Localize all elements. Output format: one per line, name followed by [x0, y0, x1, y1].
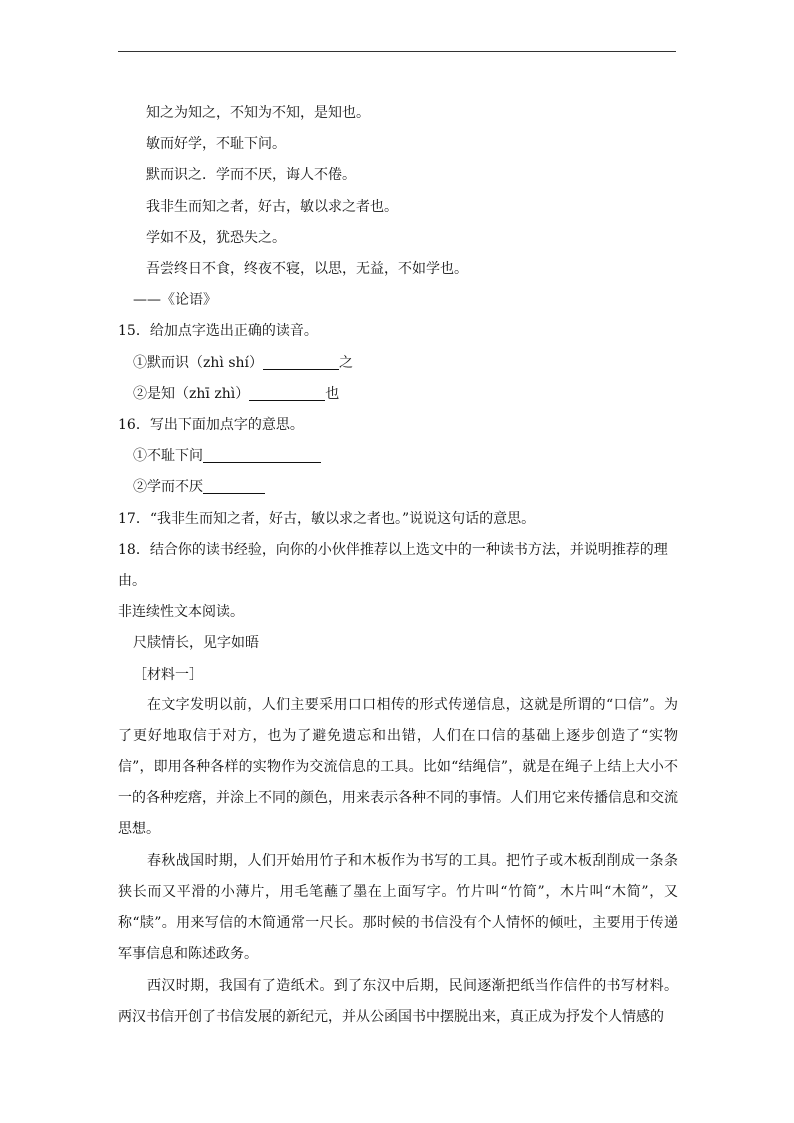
item-prefix: ①默而识（zhì shí）: [133, 355, 263, 371]
question-16-item-2: [133, 478, 265, 496]
question-18-line-2: 由。: [118, 573, 146, 589]
section-title: 非连续性文本阅读。: [118, 604, 244, 620]
question-15-item-1: [133, 354, 353, 372]
answer-blank[interactable]: [263, 355, 339, 370]
material-label: ［材料一］: [133, 667, 203, 683]
source-attribution: ——《论语》: [133, 292, 217, 308]
answer-blank[interactable]: [203, 448, 321, 463]
answer-blank[interactable]: [249, 386, 325, 401]
item-prefix: ②是知（zhī zhì）: [133, 386, 250, 402]
question-17: 17．“我非生而知之者，好古，敏以求之者也。”说说这句话的意思。: [118, 511, 536, 527]
item-suffix: 之: [339, 355, 353, 371]
poem-line: 我非生而知之者，好古，敏以求之者也。: [146, 199, 398, 215]
question-18-line-1: 18．结合你的读书经验，向你的小伙伴推荐以上选文中的一种读书方法，并说明推荐的理: [118, 542, 668, 558]
article-title: 尺牍情长，见字如晤: [133, 635, 259, 651]
question-16-item-1: [133, 447, 321, 465]
answer-blank[interactable]: [203, 479, 265, 494]
paragraph: 在文字发明以前，人们主要采用口口相传的形式传递信息，这就是所谓的“口信”。为了更好地取信于对方，也为了避免遗忘和出错，人们在口信的基础上逐步创造了“实物信”，即用各种各样的实物作为交流信息的工具。比如“结绳信”，就是在绳子上结上大小不一的各种疙瘩，并涂上不同的颜色，用来表示各种不同的事情。人们用它来传播信息和交流思想。: [118, 697, 678, 837]
paragraph: 春秋战国时期，人们开始用竹子和木板作为书写的工具。把竹子或木板刮削成一条条狭长而又平滑的小薄片，用毛笔蘸了墨在上面写字。竹片叫“竹简”，木片叫“木简”，又称“牍”。用来写信的木简通常一尺长。那时候的书信没有个人情怀的倾吐，主要用于传递军事信息和陈述政务。: [118, 853, 678, 962]
question-16: 16．写出下面加点字的意思。: [118, 417, 304, 433]
question-15: 15．给加点字选出正确的读音。: [118, 323, 318, 339]
poem-line: 敏而好学，不耻下问。: [146, 136, 286, 152]
item-text: ①不耻下问: [133, 448, 203, 464]
item-text: ②学而不厌: [133, 479, 203, 495]
poem-line: 学如不及，犹恐失之。: [146, 230, 286, 246]
poem-line: 吾尝终日不食，终夜不寝，以思，无益，不如学也。: [146, 261, 468, 277]
question-15-item-2: [133, 385, 339, 403]
poem-line: 知之为知之，不知为不知，是知也。: [146, 105, 370, 121]
poem-line: 默而识之．学而不厌，诲人不倦。: [146, 167, 356, 183]
item-suffix: 也: [325, 386, 340, 402]
header-rule: [118, 51, 676, 52]
paragraph: 西汉时期，我国有了造纸术。到了东汉中后期，民间逐渐把纸当作信件的书写材料。两汉书信开创了书信发展的新纪元，并从公函国书中摆脱出来，真正成为抒发个人情感的: [118, 978, 678, 1025]
